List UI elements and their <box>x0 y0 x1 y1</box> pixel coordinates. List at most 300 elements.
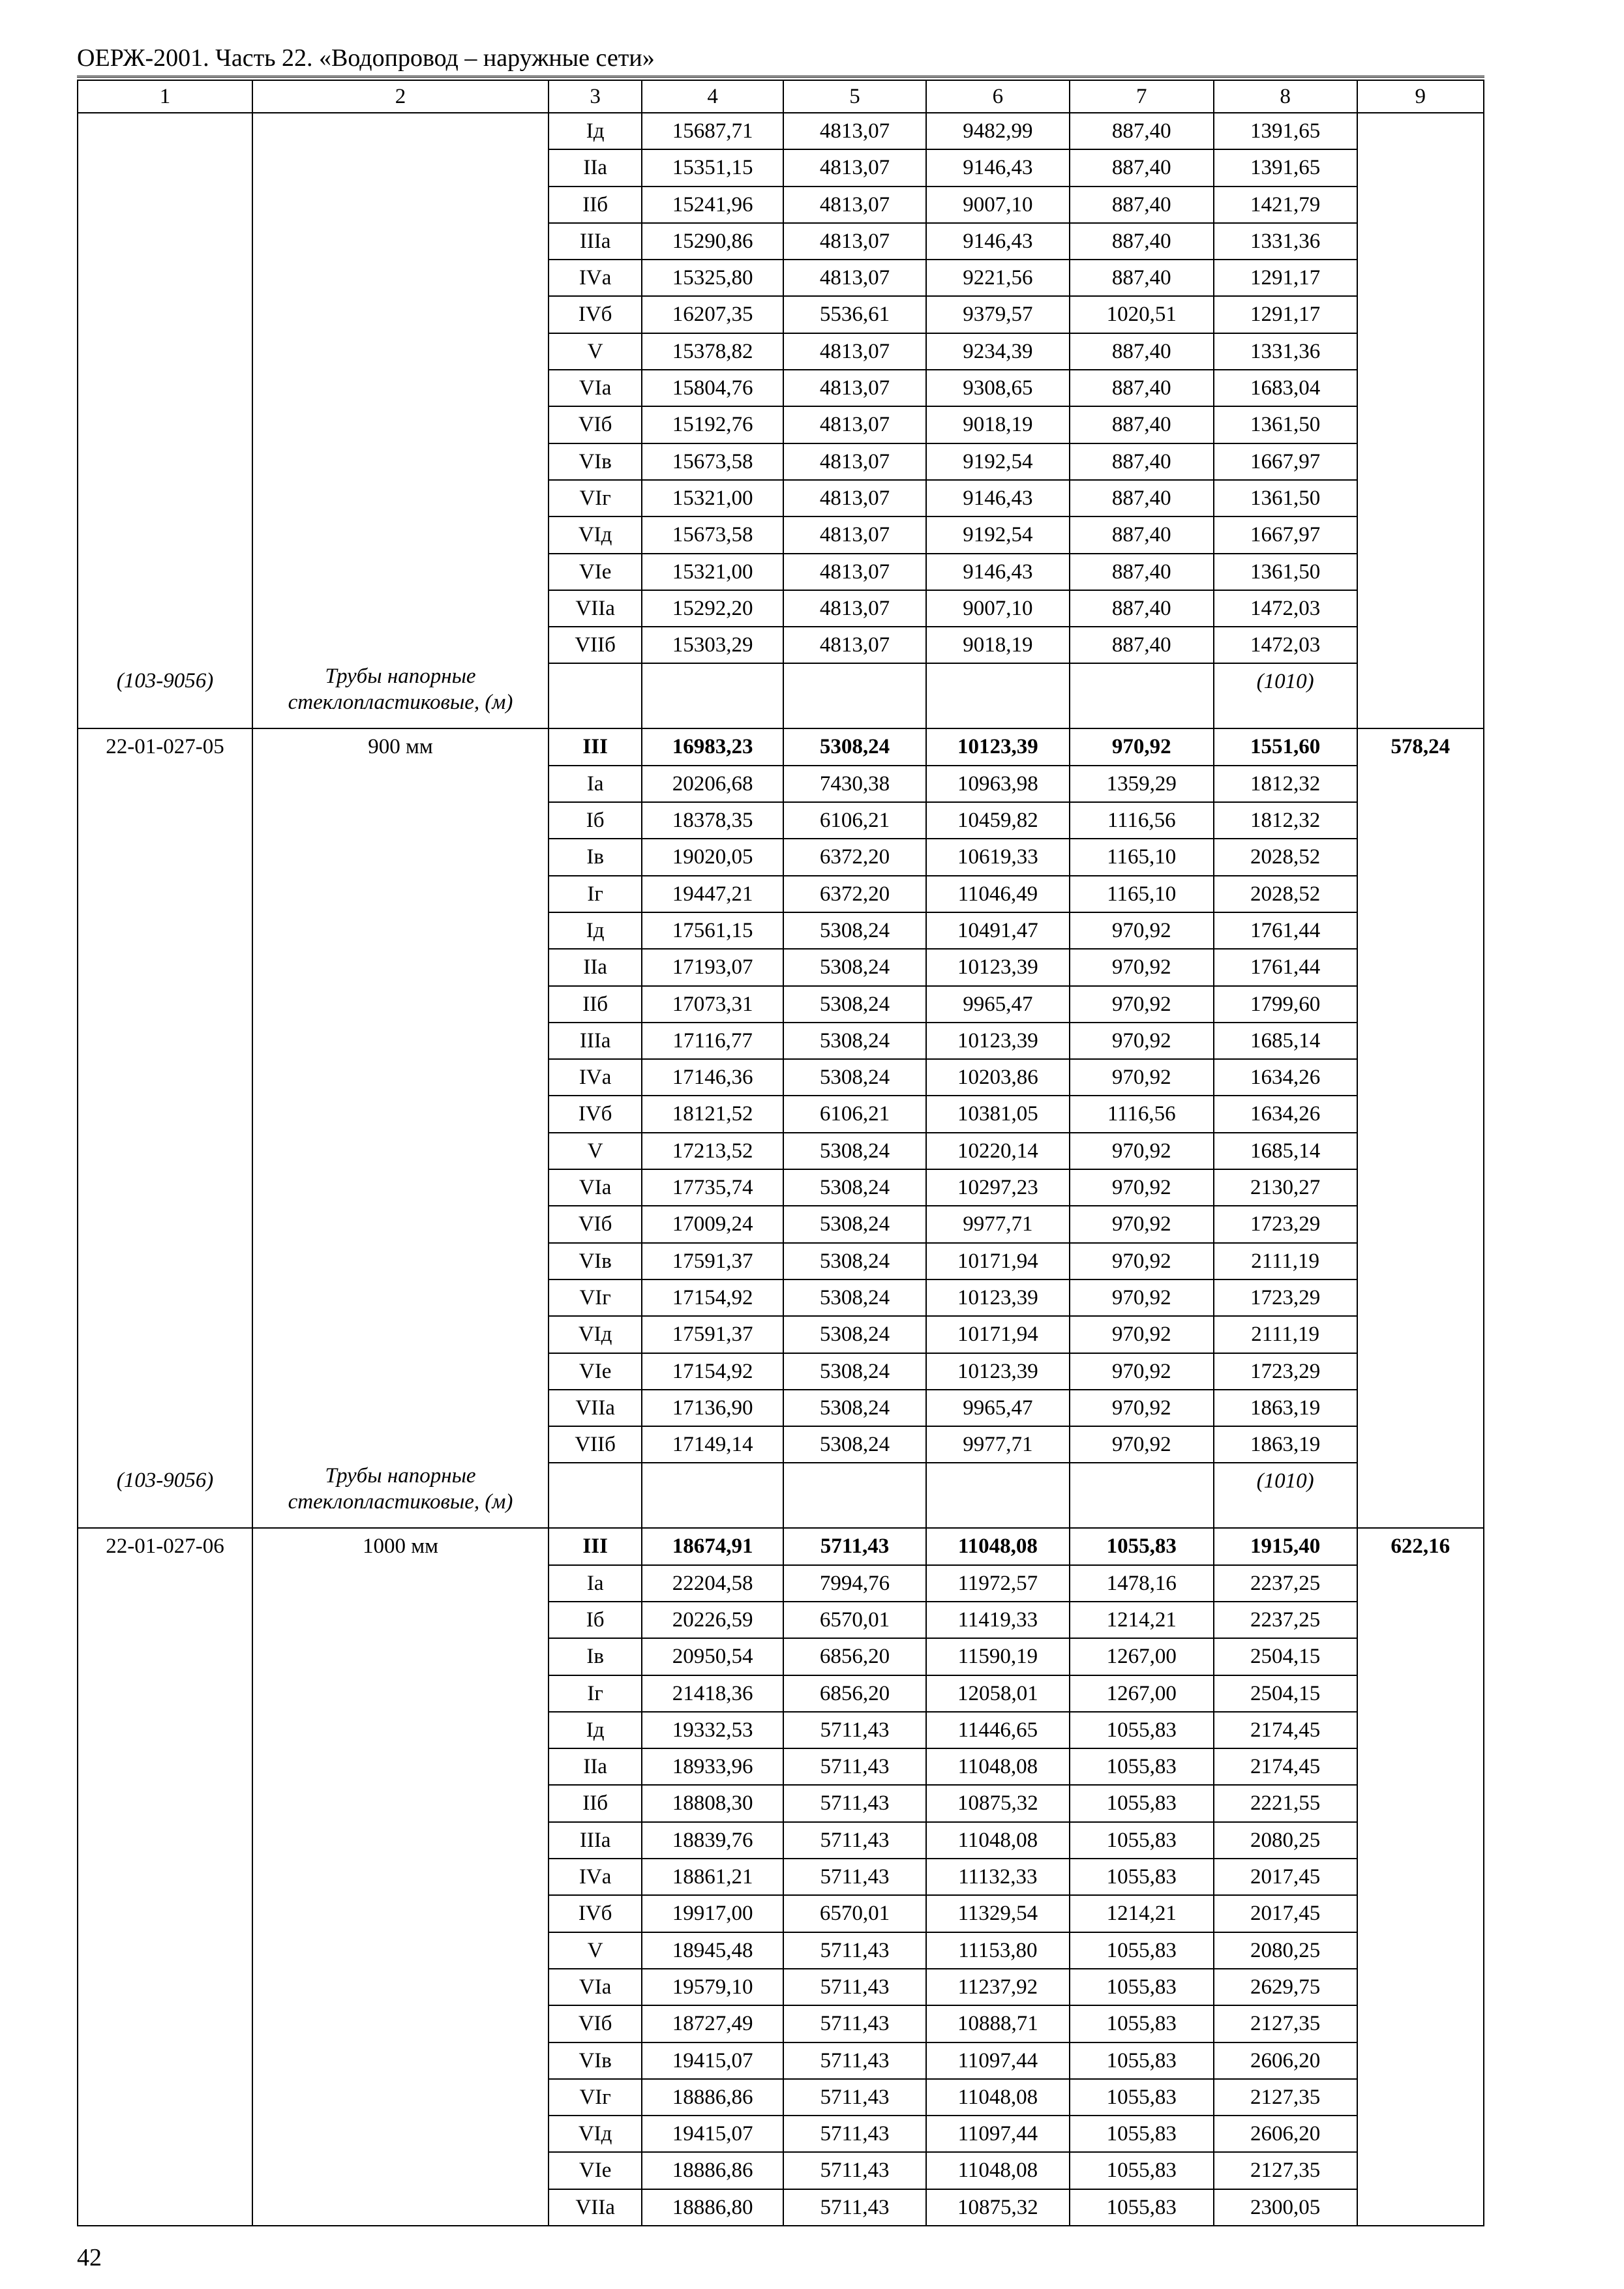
unit-cell <box>1357 2079 1484 2116</box>
operators-cell: 970,92 <box>1070 1316 1214 1353</box>
materials-cell: 2028,52 <box>1214 876 1357 912</box>
materials-cell: 1331,36 <box>1214 333 1357 370</box>
machines-cell: 10619,33 <box>926 839 1070 875</box>
description-cell <box>252 2116 549 2152</box>
description-cell <box>252 1353 549 1390</box>
wages-cell: 5308,24 <box>783 1279 926 1316</box>
wages-cell: 5711,43 <box>783 1859 926 1895</box>
code-cell <box>78 1243 252 1279</box>
code-cell <box>78 876 252 912</box>
zone-cell: VIа <box>549 370 642 406</box>
materials-cell: 2028,52 <box>1214 839 1357 875</box>
total-cell: 17116,77 <box>642 1023 783 1059</box>
code-cell: 22-01-027-06 <box>78 1528 252 1564</box>
description-cell: 900 мм <box>252 728 549 765</box>
code-cell <box>78 149 252 186</box>
code-cell <box>78 443 252 480</box>
total-cell: 15321,00 <box>642 554 783 590</box>
operators-cell: 1055,83 <box>1070 1528 1214 1564</box>
zone-cell: VIд <box>549 2116 642 2152</box>
table-row <box>78 1206 1484 1242</box>
machines-cell: 11048,08 <box>926 1528 1070 1564</box>
materials-cell: 2221,55 <box>1214 1785 1357 1821</box>
total-cell: 17146,36 <box>642 1059 783 1096</box>
resource-row <box>78 1463 1484 1528</box>
zone-cell: VIг <box>549 480 642 516</box>
wages-cell: 4813,07 <box>783 554 926 590</box>
materials-cell: 2174,45 <box>1214 1748 1357 1785</box>
description-cell <box>252 2152 549 2189</box>
operators-cell: 970,92 <box>1070 1133 1214 1169</box>
resource-code-cell: (103-9056) <box>78 1463 252 1528</box>
wages-cell: 5711,43 <box>783 2079 926 2116</box>
table-row <box>78 1243 1484 1279</box>
empty-cell <box>549 1463 642 1528</box>
code-cell <box>78 296 252 333</box>
code-cell <box>78 1279 252 1316</box>
code-cell <box>78 839 252 875</box>
table-row <box>78 912 1484 949</box>
machines-cell: 11048,08 <box>926 2152 1070 2189</box>
zone-cell: VIв <box>549 1243 642 1279</box>
total-cell: 15378,82 <box>642 333 783 370</box>
description-cell <box>252 1969 549 2005</box>
machines-cell: 9965,47 <box>926 986 1070 1023</box>
operators-cell: 1055,83 <box>1070 2079 1214 2116</box>
wages-cell: 5308,24 <box>783 1059 926 1096</box>
total-cell: 19917,00 <box>642 1895 783 1932</box>
empty-cell <box>783 1463 926 1528</box>
unit-cell <box>1357 1859 1484 1895</box>
operators-cell: 1055,83 <box>1070 1748 1214 1785</box>
materials-cell: 2629,75 <box>1214 1969 1357 2005</box>
table-row <box>78 223 1484 260</box>
unit-cell <box>1357 406 1484 443</box>
materials-cell: 1291,17 <box>1214 296 1357 333</box>
table-row <box>78 187 1484 223</box>
table-row <box>78 260 1484 296</box>
zone-cell: VIд <box>549 1316 642 1353</box>
operators-cell: 1055,83 <box>1070 2116 1214 2152</box>
code-cell <box>78 1426 252 1463</box>
machines-cell: 11446,65 <box>926 1712 1070 1748</box>
machines-cell: 9146,43 <box>926 554 1070 590</box>
total-cell: 21418,36 <box>642 1675 783 1712</box>
materials-cell: 1667,97 <box>1214 516 1357 553</box>
table-row <box>78 370 1484 406</box>
code-cell <box>78 627 252 663</box>
wages-cell: 5711,43 <box>783 1932 926 1969</box>
price-table <box>77 80 1484 2226</box>
description-cell <box>252 2005 549 2042</box>
wages-cell: 4813,07 <box>783 223 926 260</box>
operators-cell: 970,92 <box>1070 1206 1214 1242</box>
machines-cell: 10220,14 <box>926 1133 1070 1169</box>
table-row <box>78 333 1484 370</box>
zone-cell: VIа <box>549 1969 642 2005</box>
materials-cell: 1863,19 <box>1214 1390 1357 1426</box>
materials-cell: 1361,50 <box>1214 480 1357 516</box>
zone-cell: IIа <box>549 149 642 186</box>
operators-cell: 887,40 <box>1070 370 1214 406</box>
unit-cell <box>1357 1390 1484 1426</box>
code-cell <box>78 1675 252 1712</box>
zone-cell: VIа <box>549 1169 642 1206</box>
machines-cell: 9965,47 <box>926 1390 1070 1426</box>
table-body <box>78 80 1484 2226</box>
materials-cell: 2127,35 <box>1214 2005 1357 2042</box>
code-cell <box>78 1096 252 1132</box>
code-cell <box>78 1169 252 1206</box>
wages-cell: 6372,20 <box>783 876 926 912</box>
description-cell <box>252 1675 549 1712</box>
empty-cell <box>783 663 926 728</box>
resource-code-cell: (103-9056) <box>78 663 252 728</box>
machines-cell: 10963,98 <box>926 766 1070 802</box>
total-cell: 18839,76 <box>642 1822 783 1859</box>
code-cell <box>78 1390 252 1426</box>
code-cell <box>78 1353 252 1390</box>
operators-cell: 887,40 <box>1070 406 1214 443</box>
zone-cell: IIб <box>549 986 642 1023</box>
description-cell <box>252 1748 549 1785</box>
code-cell <box>78 370 252 406</box>
unit-cell <box>1357 1675 1484 1712</box>
operators-cell: 970,92 <box>1070 1023 1214 1059</box>
materials-cell: 1634,26 <box>1214 1096 1357 1132</box>
operators-cell: 1055,83 <box>1070 2189 1214 2226</box>
description-cell <box>252 2079 549 2116</box>
wages-cell: 5711,43 <box>783 2189 926 2226</box>
resource-row <box>78 663 1484 728</box>
description-cell <box>252 1096 549 1132</box>
total-cell: 18886,80 <box>642 2189 783 2226</box>
unit-cell <box>1357 1748 1484 1785</box>
resource-description-cell <box>252 1463 549 1528</box>
machines-cell: 10203,86 <box>926 1059 1070 1096</box>
table-row <box>78 480 1484 516</box>
machines-cell: 9146,43 <box>926 149 1070 186</box>
resource-description-cell <box>252 663 549 728</box>
wages-cell: 4813,07 <box>783 113 926 149</box>
column-number: 3 <box>549 80 642 113</box>
description-cell <box>252 1602 549 1638</box>
operators-cell: 1359,29 <box>1070 766 1214 802</box>
description-cell <box>252 113 549 149</box>
code-cell <box>78 1859 252 1895</box>
unit-cell <box>1357 2189 1484 2226</box>
unit-cell <box>1357 663 1484 728</box>
empty-cell <box>642 663 783 728</box>
wages-cell: 4813,07 <box>783 406 926 443</box>
machines-cell: 11048,08 <box>926 2079 1070 2116</box>
unit-cell <box>1357 1895 1484 1932</box>
table-row <box>78 1675 1484 1712</box>
unit-cell <box>1357 480 1484 516</box>
column-number: 4 <box>642 80 783 113</box>
unit-cell <box>1357 766 1484 802</box>
machines-cell: 10875,32 <box>926 2189 1070 2226</box>
total-cell: 17149,14 <box>642 1426 783 1463</box>
table-row <box>78 2116 1484 2152</box>
operators-cell: 887,40 <box>1070 333 1214 370</box>
total-cell: 15673,58 <box>642 443 783 480</box>
description-cell <box>252 1169 549 1206</box>
code-cell <box>78 554 252 590</box>
code-cell <box>78 1748 252 1785</box>
unit-cell <box>1357 802 1484 839</box>
table-row <box>78 1316 1484 1353</box>
materials-cell: 1472,03 <box>1214 590 1357 627</box>
machines-cell: 11153,80 <box>926 1932 1070 1969</box>
materials-cell: 1685,14 <box>1214 1023 1357 1059</box>
materials-cell: 1723,29 <box>1214 1206 1357 1242</box>
total-cell: 19579,10 <box>642 1969 783 2005</box>
zone-cell: Iг <box>549 876 642 912</box>
wages-cell: 6570,01 <box>783 1895 926 1932</box>
zone-cell: Iд <box>549 113 642 149</box>
table-row <box>78 876 1484 912</box>
table-row <box>78 2152 1484 2189</box>
code-cell: 22-01-027-05 <box>78 728 252 765</box>
code-cell <box>78 1602 252 1638</box>
description-cell <box>252 1859 549 1895</box>
table-row <box>78 1133 1484 1169</box>
machines-cell: 11097,44 <box>926 2042 1070 2079</box>
unit-cell <box>1357 1353 1484 1390</box>
materials-cell: 1723,29 <box>1214 1353 1357 1390</box>
total-cell: 17154,92 <box>642 1353 783 1390</box>
zone-cell: Iд <box>549 1712 642 1748</box>
operators-cell: 1020,51 <box>1070 296 1214 333</box>
operators-cell: 1214,21 <box>1070 1895 1214 1932</box>
description-cell <box>252 1390 549 1426</box>
zone-cell: VIе <box>549 2152 642 2189</box>
empty-cell <box>1070 663 1214 728</box>
unit-cell <box>1357 2005 1484 2042</box>
column-number: 7 <box>1070 80 1214 113</box>
wages-cell: 5308,24 <box>783 1023 926 1059</box>
materials-cell: 1331,36 <box>1214 223 1357 260</box>
wages-cell: 5711,43 <box>783 1822 926 1859</box>
total-cell: 17735,74 <box>642 1169 783 1206</box>
materials-cell: 1863,19 <box>1214 1426 1357 1463</box>
description-cell <box>252 590 549 627</box>
code-cell <box>78 802 252 839</box>
description-cell <box>252 554 549 590</box>
unit-cell <box>1357 296 1484 333</box>
table-row <box>78 1390 1484 1426</box>
description-cell <box>252 912 549 949</box>
description-cell <box>252 223 549 260</box>
total-cell: 18861,21 <box>642 1859 783 1895</box>
materials-cell: 2111,19 <box>1214 1316 1357 1353</box>
description-cell <box>252 949 549 985</box>
description-cell <box>252 260 549 296</box>
code-cell <box>78 480 252 516</box>
table-row <box>78 296 1484 333</box>
wages-cell: 4813,07 <box>783 480 926 516</box>
materials-cell: 2606,20 <box>1214 2116 1357 2152</box>
total-cell: 17591,37 <box>642 1316 783 1353</box>
zone-cell: IVб <box>549 1895 642 1932</box>
wages-cell: 4813,07 <box>783 516 926 553</box>
unit-cell <box>1357 1023 1484 1059</box>
materials-cell: 2300,05 <box>1214 2189 1357 2226</box>
total-cell: 18121,52 <box>642 1096 783 1132</box>
wages-cell: 5308,24 <box>783 1169 926 1206</box>
table-row <box>78 1638 1484 1675</box>
total-cell: 20226,59 <box>642 1602 783 1638</box>
unit-cell <box>1357 986 1484 1023</box>
column-number: 2 <box>252 80 549 113</box>
zone-cell: Iб <box>549 802 642 839</box>
operators-cell: 887,40 <box>1070 590 1214 627</box>
zone-cell: Iд <box>549 912 642 949</box>
code-cell <box>78 2189 252 2226</box>
code-cell <box>78 1206 252 1242</box>
zone-cell: IIа <box>549 949 642 985</box>
unit-cell <box>1357 187 1484 223</box>
unit-cell <box>1357 1426 1484 1463</box>
code-cell <box>78 1638 252 1675</box>
description-cell <box>252 1059 549 1096</box>
total-cell: 15321,00 <box>642 480 783 516</box>
description-cell <box>252 1822 549 1859</box>
table-row <box>78 443 1484 480</box>
zone-cell: Iв <box>549 839 642 875</box>
table-row <box>78 1785 1484 1821</box>
zone-cell: VIв <box>549 443 642 480</box>
unit-cell <box>1357 1932 1484 1969</box>
unit-cell <box>1357 1785 1484 1821</box>
wages-cell: 5536,61 <box>783 296 926 333</box>
machines-cell: 9007,10 <box>926 590 1070 627</box>
description-cell <box>252 1133 549 1169</box>
wages-cell: 4813,07 <box>783 627 926 663</box>
total-cell: 17009,24 <box>642 1206 783 1242</box>
description-cell <box>252 333 549 370</box>
wages-cell: 5711,43 <box>783 1969 926 2005</box>
materials-cell: 1391,65 <box>1214 149 1357 186</box>
zone-cell: Iа <box>549 766 642 802</box>
column-number: 1 <box>78 80 252 113</box>
resource-description-line: Трубы напорные <box>325 665 476 689</box>
table-row <box>78 1932 1484 1969</box>
operators-cell: 970,92 <box>1070 1353 1214 1390</box>
code-cell <box>78 1785 252 1821</box>
wages-cell: 4813,07 <box>783 260 926 296</box>
machines-cell: 10888,71 <box>926 2005 1070 2042</box>
unit-cell <box>1357 1059 1484 1096</box>
wages-cell: 5308,24 <box>783 1353 926 1390</box>
table-row <box>78 113 1484 149</box>
table-row <box>78 1426 1484 1463</box>
resource-description-line: Трубы напорные <box>325 1464 476 1488</box>
code-cell <box>78 260 252 296</box>
wages-cell: 5308,24 <box>783 1206 926 1242</box>
wages-cell: 5711,43 <box>783 2116 926 2152</box>
table-row-main <box>78 728 1484 765</box>
code-cell <box>78 1969 252 2005</box>
machines-cell: 11097,44 <box>926 2116 1070 2152</box>
wages-cell: 5308,24 <box>783 728 926 765</box>
operators-cell: 1214,21 <box>1070 1602 1214 1638</box>
description-cell <box>252 480 549 516</box>
table-row <box>78 2005 1484 2042</box>
unit-cell <box>1357 1822 1484 1859</box>
total-cell: 18808,30 <box>642 1785 783 1821</box>
table-row <box>78 627 1484 663</box>
operators-cell: 970,92 <box>1070 912 1214 949</box>
machines-cell: 10123,39 <box>926 1353 1070 1390</box>
machines-cell: 10875,32 <box>926 1785 1070 1821</box>
total-cell: 18674,91 <box>642 1528 783 1564</box>
machines-cell: 9482,99 <box>926 113 1070 149</box>
code-cell <box>78 912 252 949</box>
unit-cell <box>1357 2152 1484 2189</box>
machines-cell: 9234,39 <box>926 333 1070 370</box>
operators-cell: 1267,00 <box>1070 1638 1214 1675</box>
code-cell <box>78 766 252 802</box>
code-cell <box>78 1565 252 1602</box>
machines-cell: 10171,94 <box>926 1243 1070 1279</box>
empty-cell <box>1070 1463 1214 1528</box>
machines-cell: 9007,10 <box>926 187 1070 223</box>
table-row <box>78 949 1484 985</box>
unit-cell <box>1357 1565 1484 1602</box>
unit-cell <box>1357 876 1484 912</box>
zone-cell: VIг <box>549 2079 642 2116</box>
description-cell <box>252 1426 549 1463</box>
code-cell <box>78 516 252 553</box>
table-row <box>78 1748 1484 1785</box>
machines-cell: 10123,39 <box>926 1023 1070 1059</box>
description-cell <box>252 1279 549 1316</box>
zone-cell: VIIа <box>549 1390 642 1426</box>
description-cell <box>252 1243 549 1279</box>
total-cell: 17154,92 <box>642 1279 783 1316</box>
materials-cell: 1723,29 <box>1214 1279 1357 1316</box>
total-cell: 15351,15 <box>642 149 783 186</box>
operators-cell: 970,92 <box>1070 1390 1214 1426</box>
table-row <box>78 2189 1484 2226</box>
table-row <box>78 802 1484 839</box>
unit-cell <box>1357 1206 1484 1242</box>
table-row <box>78 1602 1484 1638</box>
code-cell <box>78 2042 252 2079</box>
materials-cell: 1683,04 <box>1214 370 1357 406</box>
total-cell: 17561,15 <box>642 912 783 949</box>
zone-cell: V <box>549 333 642 370</box>
operators-cell: 970,92 <box>1070 728 1214 765</box>
code-cell <box>78 2116 252 2152</box>
table-row <box>78 986 1484 1023</box>
unit-cell <box>1357 1316 1484 1353</box>
table-row <box>78 1969 1484 2005</box>
table-row <box>78 766 1484 802</box>
operators-cell: 887,40 <box>1070 516 1214 553</box>
unit-cell <box>1357 2116 1484 2152</box>
machines-cell: 9977,71 <box>926 1426 1070 1463</box>
machines-cell: 9018,19 <box>926 406 1070 443</box>
unit-cell <box>1357 1133 1484 1169</box>
unit-cell <box>1357 1712 1484 1748</box>
operators-cell: 1478,16 <box>1070 1565 1214 1602</box>
unit-cost-cell: 578,24 <box>1357 728 1484 765</box>
materials-cell: 2017,45 <box>1214 1895 1357 1932</box>
operators-cell: 887,40 <box>1070 149 1214 186</box>
